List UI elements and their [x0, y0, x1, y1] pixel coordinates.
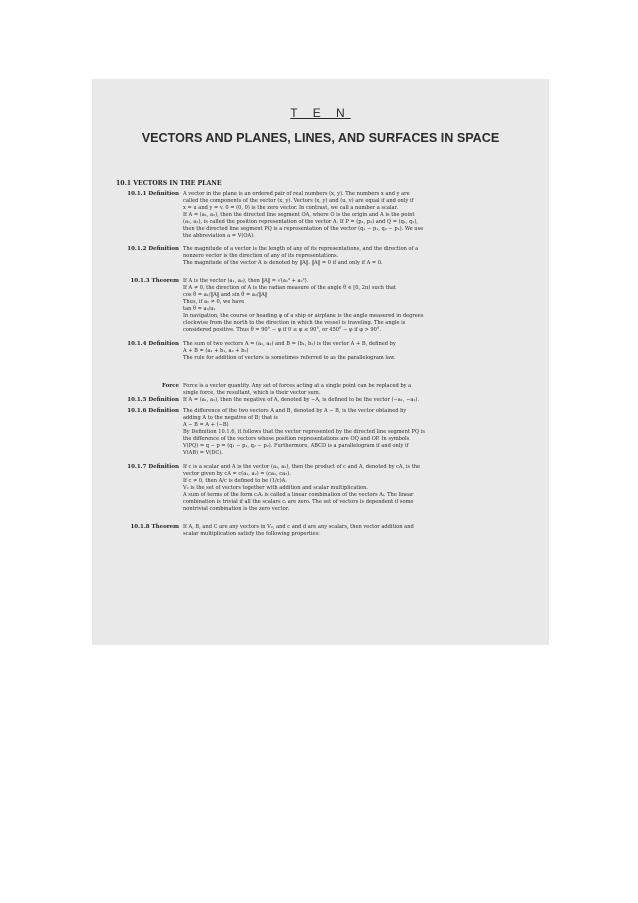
- block-label: 10.1.2 Definition: [127, 246, 179, 252]
- block-text: [183, 464, 529, 513]
- text-line: V₂ is the set of vectors together with addition and scalar multiplication.: [183, 485, 368, 491]
- block-label: 10.1.3 Theorem: [130, 278, 179, 284]
- text-line: nonzero vector is the direction of any of its representations.: [183, 253, 339, 259]
- block-label: 10.1.1 Definition: [127, 191, 179, 197]
- text-line: scalar multiplication satisfy the following properties:: [183, 531, 320, 537]
- text-line: Thus, if a₁ ≠ 0, we have: [183, 299, 245, 305]
- section-heading: 10.1 VECTORS IN THE PLANE: [116, 180, 222, 187]
- text-line: combination is trivial if all the scalars cᵢ are zero. The set of vectors is dependent if some: [183, 499, 414, 505]
- text-line: vector given by cA = c(a₁, a₂) = (ca₁, ca₂).: [183, 471, 291, 477]
- text-line: A + B = (a₁ + b₁, a₂ + b₂): [183, 348, 249, 354]
- text-line: A − B = A + (−B): [183, 422, 229, 428]
- text-line: If A, B, and C are any vectors in V₂, and c and d are any scalars, then vector addition and: [183, 524, 414, 530]
- text-line: (a₁, a₂), is called the position representation of the vector A. If P = (p₁, p₂) and Q = (q₁, q₂),: [183, 219, 419, 225]
- text-line: The rule for addition of vectors is sometimes referred to as the parallelogram law.: [183, 355, 396, 361]
- text-line: The magnitude of a vector is the length of any of its representations, and the direction of a: [183, 246, 419, 252]
- text-line: tan θ = a₂/a₁: [183, 306, 216, 312]
- block-text: [183, 524, 529, 538]
- text-line: clockwise from the north to the direction in which the vessel is traveling. The angle is: [183, 320, 406, 326]
- text-line: single force, the resultant, which is their vector sum.: [183, 390, 321, 396]
- text-line: The sum of two vectors A = (a₁, a₂) and B = (b₁, b₂) is the vector A + B, defined by: [183, 341, 396, 347]
- text-line: A sum of terms of the form cᵢAᵢ is called a linear combination of the vectors Aᵢ. The linear: [183, 492, 414, 498]
- block-text: [183, 383, 529, 397]
- text-line: adding A to the negative of B; that is: [183, 415, 279, 421]
- text-line: The difference of the two vectors A and B, denoted by A − B, is the vector obtained by: [183, 408, 407, 414]
- text-line: If A = (a₁, a₂), then the directed line segment OA, where O is the origin and A is the point: [183, 212, 415, 218]
- text-line: If c is a scalar and A is the vector (a₁, a₂), then the product of c and A, denoted by cA, is the: [183, 464, 421, 470]
- block-text: [183, 191, 529, 240]
- text-line: A vector in the plane is an ordered pair of real numbers (x, y). The numbers x and y are: [183, 191, 410, 197]
- text-line: considered positive. Thus θ = 90° − φ if 0 ≤ φ ≤ 90°, or 450° − φ if φ > 90°.: [183, 327, 382, 333]
- block-text: [183, 278, 529, 334]
- text-line: If A = (a₁, a₂), then the negative of A, denoted by −A, is defined to be the vector (−a₁, −a₂).: [183, 397, 420, 403]
- text-line: By Definition 10.1.6, it follows that the vector represented by the directed line segment PQ is: [183, 429, 425, 435]
- text-line: In navigation, the course or heading φ of a ship or airplane is the angle measured in degrees: [183, 313, 424, 319]
- block-text: [183, 341, 529, 362]
- text-line: V(PQ) = q − p = (q₁ − p₁, q₂ − p₂). Furthermore, ABCD is a parallelogram if and only if: [183, 443, 409, 449]
- text-line: the abbreviation a = V(OA).: [183, 233, 255, 239]
- text-line: If A ≠ 0, the direction of A is the radian measure of the angle θ ∈ [0, 2π) such that: [183, 285, 396, 291]
- scanned-page: [92, 79, 549, 645]
- block-text: [183, 408, 529, 457]
- text-line: If c ≠ 0, then A/c is defined to be (1/c)A.: [183, 478, 287, 484]
- block-label: 10.1.4 Definition: [127, 341, 179, 347]
- text-line: x = u and y = v. 0 = (0, 0) is the zero vector. In contrast, we call a number a scalar.: [183, 205, 399, 211]
- text-line: called the components of the vector (x, y). Vectors (x, y) and (u, v) are equal if and only if: [183, 198, 414, 204]
- text-line: then the directed line segment PQ is a representation of the vector (q₁ − p₁, q₂ − p₂). We use: [183, 226, 424, 232]
- text-line: Force is a vector quantity. Any set of forces acting at a single point can be replaced by a: [183, 383, 412, 389]
- block-label: 10.1.5 Definition: [127, 397, 179, 403]
- chapter-number: T E N: [290, 106, 351, 120]
- block-label: 10.1.6 Definition: [127, 408, 179, 414]
- block-label: 10.1.8 Theorem: [130, 524, 179, 530]
- text-line: If A is the vector (a₁, a₂), then ‖A‖ = √(a₁² + a₂²).: [183, 278, 309, 284]
- text-line: The magnitude of the vector A is denoted by ‖A‖. ‖A‖ = 0 if and only if A = 0.: [183, 260, 383, 266]
- chapter-title: VECTORS AND PLANES, LINES, AND SURFACES IN SPACE: [141, 131, 500, 145]
- text-line: cos θ = a₁/‖A‖ and sin θ = a₂/‖A‖: [183, 292, 268, 298]
- block-text: [183, 246, 529, 267]
- text-line: nontrivial combination is the zero vector.: [183, 506, 290, 512]
- block-text: [183, 397, 529, 404]
- text-line: V(AB) = V(DC).: [183, 450, 223, 456]
- block-label: Force: [161, 383, 179, 389]
- block-label: 10.1.7 Definition: [127, 464, 179, 470]
- text-line: the difference of the vectors whose position representations are OQ and OP. In symbols: [183, 436, 410, 442]
